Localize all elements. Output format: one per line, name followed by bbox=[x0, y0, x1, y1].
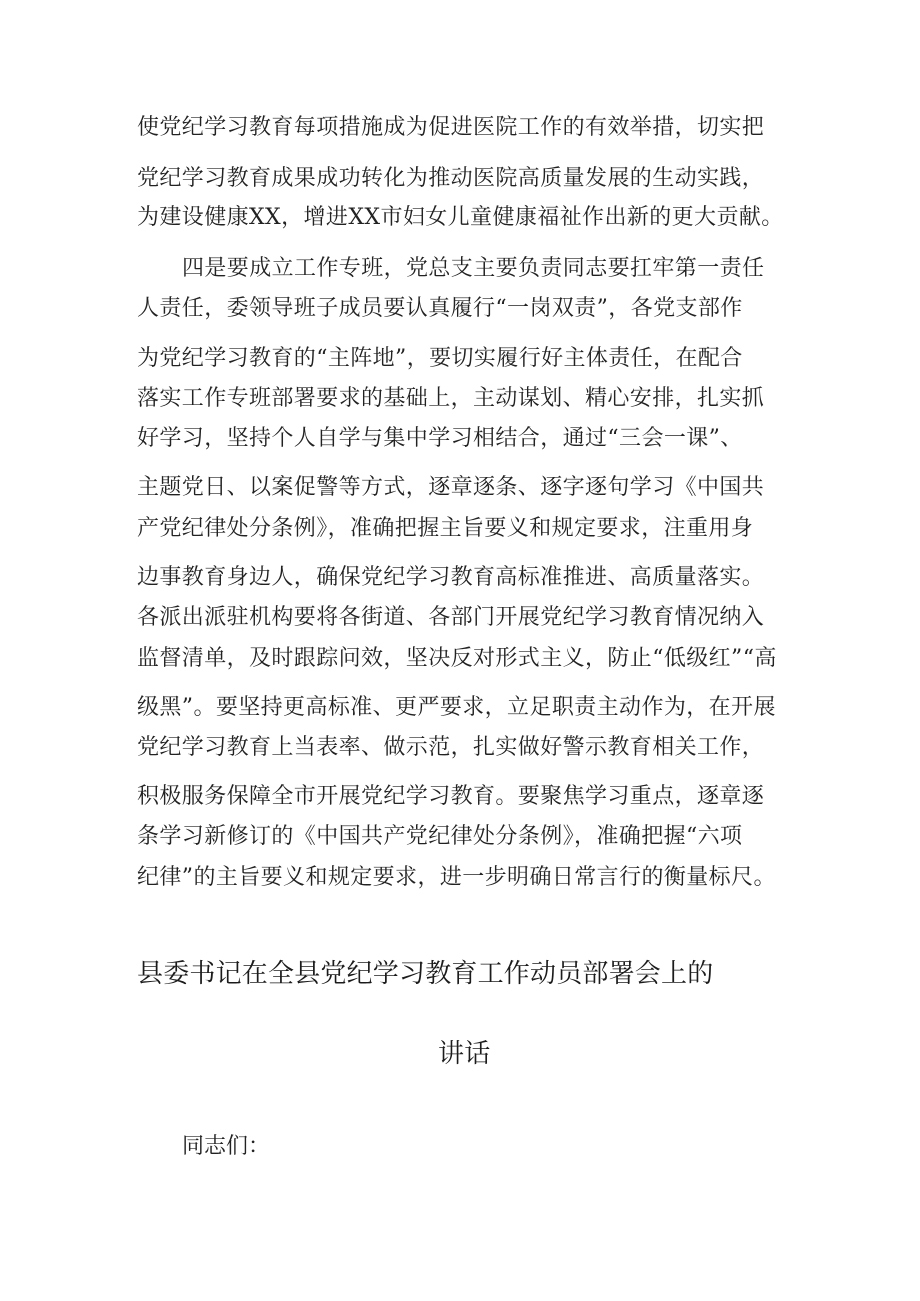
paragraph-line: 主题党日、以案促警等方式，逐章逐条、逐字逐句学习《中国共 bbox=[137, 475, 765, 500]
salutation: 同志们： bbox=[182, 1134, 271, 1159]
paragraph-line: 各派出派驻机构要将各街道、各部门开展党纪学习教育情况纳入 bbox=[137, 605, 765, 630]
paragraph-line: 条学习新修订的《中国共产党纪律处分条例》，准确把握“六项 bbox=[137, 824, 743, 849]
paragraph-line: 级黑”。要坚持更高标准、更严要求，立足职责主动作为，在开展 bbox=[137, 695, 776, 720]
paragraph-line: 四是要成立工作专班，党总支主要负责同志要扛牢第一责任 bbox=[182, 256, 765, 281]
paragraph-line: 落实工作专班部署要求的基础上，主动谋划、精心安排，扎实抓 bbox=[137, 386, 765, 411]
paragraph-line: 为建设健康XX，增进XX市妇女儿童健康福祉作出新的更大贡献。 bbox=[137, 205, 784, 230]
paragraph-line: 党纪学习教育上当表率、做示范，扎实做好警示教育相关工作， bbox=[137, 735, 765, 760]
section-heading-continued: 讲话 bbox=[438, 1039, 491, 1069]
section-heading: 县委书记在全县党纪学习教育工作动员部署会上的 bbox=[137, 959, 714, 989]
paragraph-line: 边事教育身边人，确保党纪学习教育高标准推进、高质量落实。 bbox=[137, 565, 765, 590]
paragraph-line: 使党纪学习教育每项措施成为促进医院工作的有效举措，切实把 bbox=[137, 115, 765, 140]
paragraph-line: 好学习，坚持个人自学与集中学习相结合，通过“三会一课”、 bbox=[137, 426, 743, 451]
paragraph-line: 积极服务保障全市开展党纪学习教育。要聚焦学习重点，逐章逐 bbox=[137, 784, 765, 809]
paragraph-line: 为党纪学习教育的“主阵地”，要切实履行好主体责任，在配合 bbox=[137, 346, 743, 371]
paragraph-line: 纪律”的主旨要义和规定要求，进一步明确日常言行的衡量标尺。 bbox=[137, 865, 776, 890]
paragraph-line: 人责任，委领导班子成员要认真履行“一岗双责”，各党支部作 bbox=[137, 296, 743, 321]
paragraph-line: 监督清单，及时跟踪问效，坚决反对形式主义，防止“低级红”“高 bbox=[137, 646, 777, 671]
paragraph-line: 党纪学习教育成果成功转化为推动医院高质量发展的生动实践， bbox=[137, 166, 765, 191]
paragraph-line: 产党纪律处分条例》，准确把握主旨要义和规定要求，注重用身 bbox=[137, 516, 754, 541]
